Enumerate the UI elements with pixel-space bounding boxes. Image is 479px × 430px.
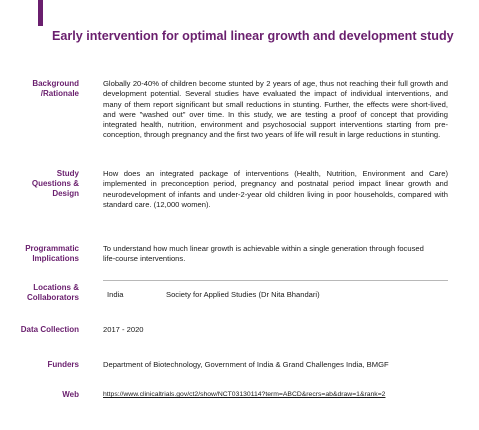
- implications-label-line1: Programmatic: [25, 244, 79, 253]
- location-collaborator: Society for Applied Studies (Dr Nita Bhandari): [166, 290, 320, 299]
- web-label: Web: [62, 390, 79, 399]
- trial-registry-link[interactable]: https://www.clinicaltrials.gov/ct2/show/NCT03130114?term=ABCD&recrs=ab&draw=1&rank=2: [103, 391, 386, 398]
- page-title: Early intervention for optimal linear growth and development study: [52, 29, 454, 43]
- questions-label-line3: Design: [52, 189, 79, 198]
- questions-label: [32, 169, 79, 199]
- background-label: [32, 79, 79, 99]
- funders-text: Department of Biotechnology, Government of India & Grand Challenges India, BMGF: [103, 360, 389, 369]
- questions-label-line2: Questions &: [31, 179, 79, 188]
- locations-divider: [103, 280, 448, 281]
- funders-label: Funders: [47, 360, 79, 369]
- questions-text: How does an integrated package of interventions (Health, Nutrition, Environment and Care) implemented in preconception period, pregnancy and postnatal period impact linear growth and neurodevelopment of infants and under-2-year old children living in poor households, compared with standard care. (12,000 women).: [103, 169, 448, 209]
- location-country: India: [107, 290, 124, 299]
- locations-label: [27, 283, 79, 303]
- background-label-line1: Background: [32, 79, 79, 88]
- background-label-line2: /Rationale: [40, 89, 79, 98]
- locations-label-line2: Collaborators: [26, 293, 79, 302]
- questions-label-line1: Study: [56, 169, 79, 178]
- data-collection-text: 2017 - 2020: [103, 325, 144, 334]
- implications-text: To understand how much linear growth is achievable within a single generation through focused life-course interventions.: [103, 244, 424, 264]
- implications-label: [25, 244, 79, 264]
- accent-bar: [38, 0, 43, 26]
- locations-label-line1: Locations &: [33, 283, 79, 292]
- implications-label-line2: Implications: [32, 254, 79, 263]
- data-collection-label: Data Collection: [20, 325, 79, 334]
- background-text: Globally 20-40% of children become stunted by 2 years of age, thus not reaching their full growth and development potential. Several studies have evaluated the impact of individual interventions, and many of them report significant but small reductions in stunting. Further, the effects were short-lived, and were "washed out" over time. In this study, we are testing a proof of concept that providing integrated health, nutrition, environment and psychosocial support interventions starting from pre-conception, through pregnancy and the first two years of life will result in large reductions in stunting.: [103, 79, 448, 140]
